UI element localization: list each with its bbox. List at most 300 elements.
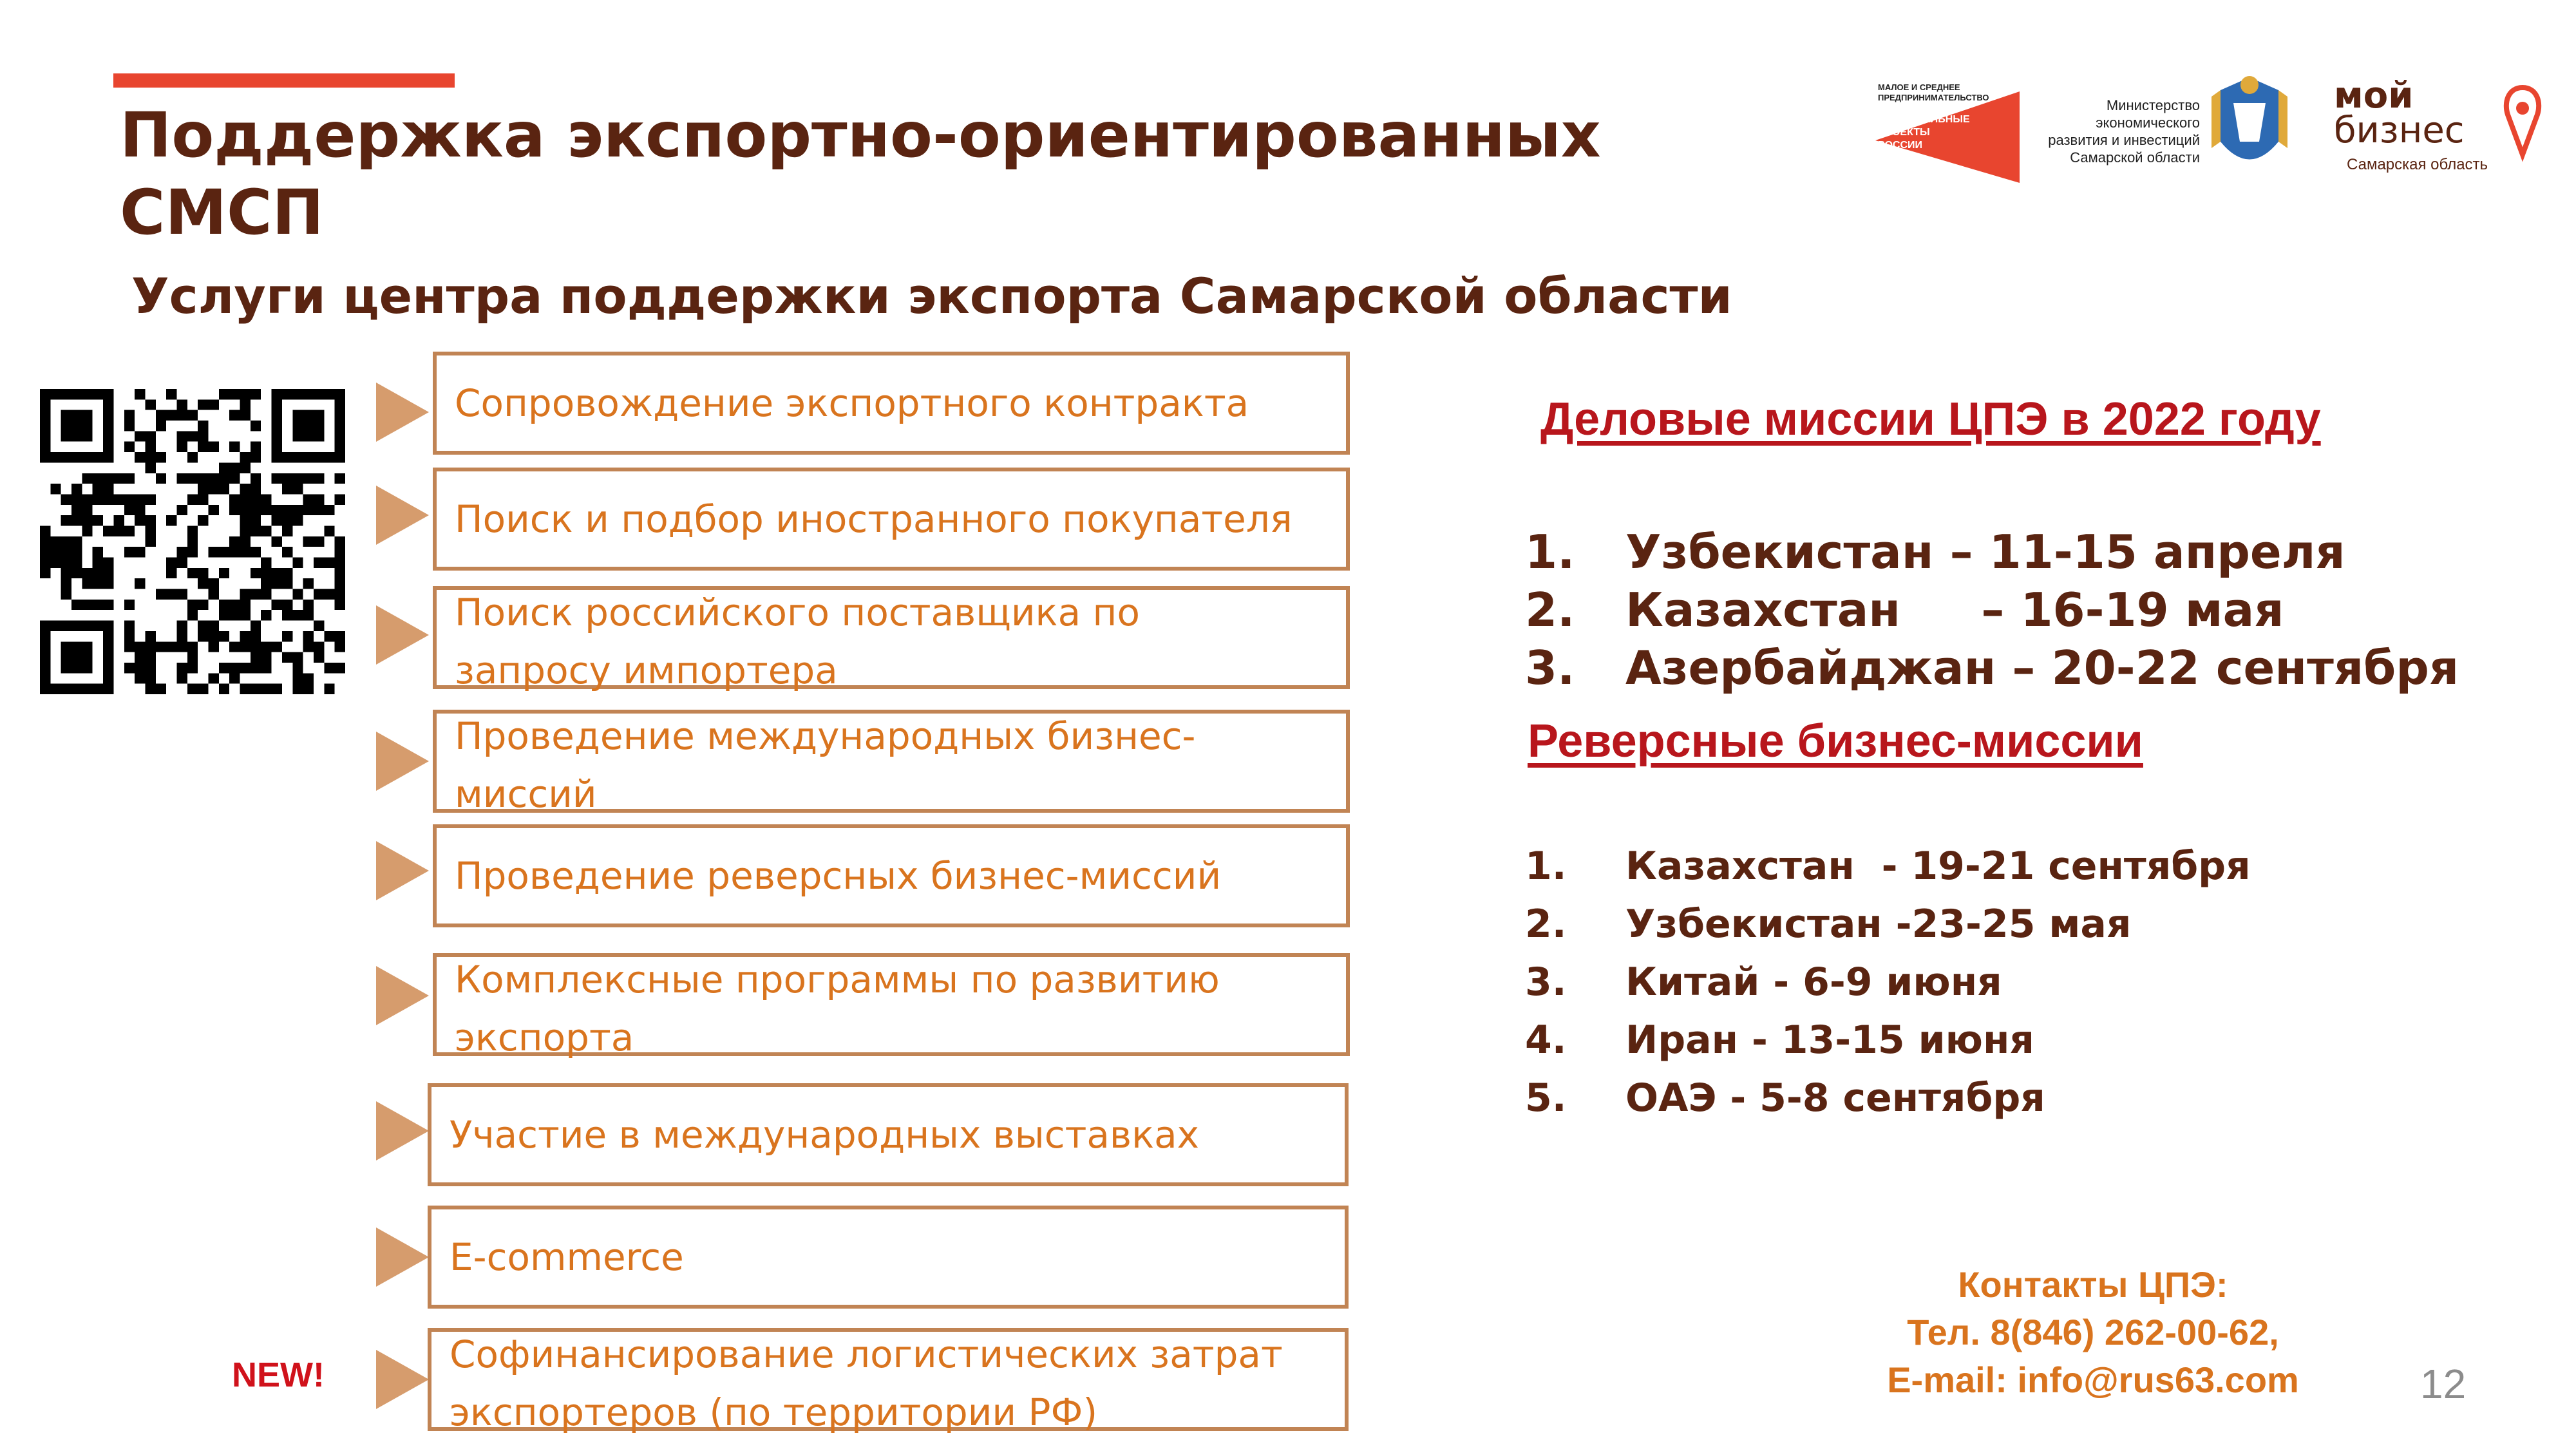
list-item: 4. Иран - 13-15 июня: [1525, 1018, 2034, 1063]
qr-module: [103, 578, 113, 589]
qr-module: [229, 641, 240, 652]
qr-module: [251, 494, 261, 504]
qr-module: [40, 673, 50, 683]
contacts-heading: Контакты ЦПЭ:: [1958, 1264, 2228, 1305]
qr-module: [229, 462, 240, 473]
qr-module: [61, 568, 71, 578]
qr-module: [71, 558, 82, 568]
qr-module: [103, 442, 113, 452]
service-exhibitions[interactable]: Участие в международных выставках: [428, 1083, 1349, 1186]
qr-module: [71, 652, 82, 663]
qr-module: [272, 505, 282, 515]
logo-line3: НАЦИОНАЛЬНЫЕ: [1878, 114, 1970, 125]
qr-module: [240, 410, 251, 421]
accent-bar: [113, 73, 455, 88]
qr-module: [145, 663, 155, 673]
list-item: 3. Китай - 6-9 июня: [1525, 960, 2002, 1005]
qr-module: [82, 505, 92, 515]
qr-module: [71, 389, 82, 399]
qr-module: [156, 589, 166, 600]
qr-module: [103, 389, 113, 399]
location-pin-icon: [2501, 84, 2544, 174]
qr-module: [209, 578, 219, 589]
qr-module: [240, 547, 251, 557]
arrow-icon: [376, 1350, 429, 1409]
qr-module: [187, 684, 198, 694]
qr-module: [61, 536, 71, 547]
qr-module: [303, 536, 314, 547]
qr-module: [314, 421, 324, 431]
logo-line2: ПРЕДПРИНИМАТЕЛЬСТВО: [1878, 93, 1989, 102]
service-logistics-cofinancing[interactable]: Софинансирование логистических затрат экспортеров (по территории РФ): [428, 1328, 1349, 1431]
qr-module: [335, 547, 345, 557]
qr-module: [303, 494, 314, 504]
qr-module: [176, 547, 187, 557]
qr-module: [272, 536, 282, 547]
qr-module: [40, 641, 50, 652]
qr-module: [282, 652, 292, 663]
qr-module: [261, 610, 271, 620]
qr-module: [187, 452, 198, 462]
contacts-email[interactable]: E-mail: info@rus63.com: [1887, 1359, 2299, 1400]
qr-module: [93, 621, 103, 631]
qr-module: [209, 673, 219, 683]
qr-module: [93, 558, 103, 568]
qr-module: [82, 421, 92, 431]
qr-module: [240, 631, 251, 641]
qr-module: [176, 663, 187, 673]
qr-module: [71, 410, 82, 421]
list-item: 5. ОАЭ - 5-8 сентября: [1525, 1075, 2045, 1121]
qr-module: [240, 452, 251, 462]
qr-module: [156, 473, 166, 484]
qr-module: [187, 663, 198, 673]
qr-module: [187, 431, 198, 441]
qr-module: [82, 431, 92, 441]
qr-module: [282, 473, 292, 484]
arrow-icon: [376, 486, 429, 545]
qr-module: [335, 410, 345, 421]
service-foreign-buyer[interactable]: Поиск и подбор иностранного покупателя: [433, 468, 1350, 571]
qr-module: [187, 526, 198, 536]
qr-module: [93, 494, 103, 504]
qr-module: [40, 410, 50, 421]
arrow-icon: [376, 966, 429, 1025]
qr-module: [176, 589, 187, 600]
qr-module: [282, 547, 292, 557]
page-number: 12: [2420, 1361, 2467, 1407]
qr-module: [335, 641, 345, 652]
qr-module: [251, 641, 261, 652]
qr-module: [314, 558, 324, 568]
qr-module: [219, 568, 229, 578]
qr-module: [229, 473, 240, 484]
moi-biznes-logo: мой бизнес Самарская область: [2334, 76, 2546, 185]
qr-module: [135, 494, 145, 504]
qr-module: [40, 421, 50, 431]
qr-module: [187, 473, 198, 484]
qr-module: [61, 684, 71, 694]
qr-module: [113, 515, 124, 526]
qr-module: [187, 600, 198, 610]
qr-module: [135, 641, 145, 652]
qr-module: [251, 515, 261, 526]
qr-module: [282, 600, 292, 610]
qr-module: [219, 389, 229, 399]
qr-module: [324, 589, 334, 600]
qr-module: [71, 421, 82, 431]
qr-module: [124, 526, 135, 536]
qr-module: [335, 494, 345, 504]
qr-module: [145, 652, 155, 663]
qr-module: [272, 389, 282, 399]
qr-module: [292, 389, 303, 399]
qr-module: [209, 442, 219, 452]
qr-module: [292, 589, 303, 600]
qr-module: [251, 621, 261, 631]
qr-module: [272, 641, 282, 652]
list-item: 2. Узбекистан -23-25 мая: [1525, 902, 2132, 947]
qr-module: [314, 473, 324, 484]
qr-module: [40, 684, 50, 694]
qr-module: [176, 631, 187, 641]
qr-module: [61, 515, 71, 526]
qr-module: [324, 389, 334, 399]
qr-module: [229, 389, 240, 399]
logo-line5: РОССИИ: [1878, 140, 1923, 151]
qr-module: [61, 547, 71, 557]
qr-module: [251, 526, 261, 536]
qr-module: [187, 652, 198, 663]
qr-module: [282, 515, 292, 526]
qr-module: [240, 526, 251, 536]
qr-module: [187, 547, 198, 557]
qr-module: [61, 578, 71, 589]
qr-module: [292, 452, 303, 462]
qr-module: [272, 515, 282, 526]
qr-module: [261, 494, 271, 504]
qr-module: [135, 505, 145, 515]
qr-module: [261, 641, 271, 652]
qr-module: [93, 684, 103, 694]
qr-module: [303, 452, 314, 462]
qr-module: [219, 631, 229, 641]
qr-module: [82, 494, 92, 504]
qr-module: [103, 484, 113, 494]
qr-module: [198, 515, 208, 526]
qr-module: [145, 673, 155, 683]
qr-module: [176, 673, 187, 683]
qr-module: [272, 431, 282, 441]
qr-module: [82, 452, 92, 462]
qr-module: [103, 663, 113, 673]
qr-module: [314, 621, 324, 631]
qr-module: [303, 578, 314, 589]
qr-module: [176, 558, 187, 568]
qr-module: [219, 547, 229, 557]
qr-module: [82, 526, 92, 536]
qr-module: [303, 684, 314, 694]
qr-module: [240, 399, 251, 410]
qr-module: [303, 673, 314, 683]
qr-module: [93, 578, 103, 589]
qr-module: [103, 641, 113, 652]
qr-module: [61, 558, 71, 568]
qr-module: [61, 421, 71, 431]
qr-module: [145, 684, 155, 694]
qr-module: [103, 652, 113, 663]
qr-module: [251, 663, 261, 673]
qr-module: [240, 641, 251, 652]
qr-module: [176, 473, 187, 484]
qr-module: [251, 442, 261, 452]
qr-module: [272, 421, 282, 431]
qr-module: [335, 452, 345, 462]
qr-module: [71, 431, 82, 441]
qr-module: [303, 641, 314, 652]
qr-module: [282, 631, 292, 641]
qr-code[interactable]: [40, 389, 345, 694]
qr-module: [82, 652, 92, 663]
qr-module: [314, 589, 324, 600]
qr-module: [166, 641, 176, 652]
qr-module: [324, 526, 334, 536]
qr-module: [303, 389, 314, 399]
qr-module: [187, 494, 198, 504]
qr-module: [40, 621, 50, 631]
qr-module: [303, 631, 314, 641]
qr-module: [71, 641, 82, 652]
qr-module: [324, 663, 334, 673]
qr-module: [303, 473, 314, 484]
qr-module: [103, 399, 113, 410]
qr-module: [124, 494, 135, 504]
qr-module: [251, 631, 261, 641]
qr-module: [240, 589, 251, 600]
service-reverse-missions[interactable]: Проведение реверсных бизнес-миссий: [433, 824, 1350, 927]
qr-module: [292, 484, 303, 494]
qr-module: [219, 663, 229, 673]
qr-module: [219, 684, 229, 694]
service-business-missions[interactable]: Проведение международных бизнес- миссий: [433, 710, 1350, 813]
qr-module: [103, 410, 113, 421]
qr-module: [303, 421, 314, 431]
qr-module: [135, 578, 145, 589]
qr-module: [40, 431, 50, 441]
qr-module: [103, 631, 113, 641]
qr-module: [187, 410, 198, 421]
qr-module: [292, 652, 303, 663]
qr-module: [124, 442, 135, 452]
qr-module: [198, 473, 208, 484]
qr-module: [71, 484, 82, 494]
qr-module: [93, 452, 103, 462]
qr-module: [251, 547, 261, 557]
qr-module: [261, 589, 271, 600]
qr-module: [82, 600, 92, 610]
qr-module: [292, 663, 303, 673]
qr-module: [156, 410, 166, 421]
qr-module: [103, 452, 113, 462]
qr-module: [40, 558, 50, 568]
qr-module: [82, 578, 92, 589]
qr-module: [166, 558, 176, 568]
qr-module: [82, 515, 92, 526]
qr-module: [240, 515, 251, 526]
qr-module: [251, 484, 261, 494]
qr-module: [251, 568, 261, 578]
qr-module: [61, 389, 71, 399]
qr-module: [335, 442, 345, 452]
logo-line1: МАЛОЕ И СРЕДНЕЕ: [1878, 82, 1960, 92]
qr-module: [50, 547, 61, 557]
qr-module: [135, 673, 145, 683]
qr-module: [282, 389, 292, 399]
qr-module: [229, 442, 240, 452]
qr-module: [82, 410, 92, 421]
qr-module: [50, 536, 61, 547]
qr-module: [50, 484, 61, 494]
qr-module: [292, 673, 303, 683]
qr-module: [156, 421, 166, 431]
qr-module: [135, 389, 145, 399]
qr-module: [272, 399, 282, 410]
qr-module: [135, 515, 145, 526]
contacts-block: [1855, 1261, 2331, 1404]
qr-module: [50, 558, 61, 568]
qr-module: [240, 663, 251, 673]
qr-module: [229, 673, 240, 683]
qr-module: [82, 473, 92, 484]
qr-module: [209, 621, 219, 631]
arrow-icon: [376, 732, 429, 791]
qr-module: [324, 631, 334, 641]
qr-module: [103, 526, 113, 536]
qr-module: [82, 568, 92, 578]
qr-module: [292, 558, 303, 568]
arrow-icon: [376, 383, 429, 442]
qr-module: [229, 547, 240, 557]
qr-module: [40, 452, 50, 462]
qr-module: [176, 431, 187, 441]
qr-module: [113, 473, 124, 484]
qr-module: [82, 684, 92, 694]
arrow-icon: [376, 1227, 429, 1287]
qr-module: [156, 684, 166, 694]
qr-module: [240, 610, 251, 620]
qr-module: [335, 589, 345, 600]
qr-module: [40, 663, 50, 673]
qr-module: [103, 568, 113, 578]
qr-module: [82, 663, 92, 673]
qr-module: [50, 684, 61, 694]
qr-module: [82, 389, 92, 399]
qr-module: [209, 473, 219, 484]
contacts-phone: Тел. 8(846) 262-00-62,: [1907, 1312, 2279, 1352]
service-russian-supplier[interactable]: Поиск российского поставщика по запросу импортера: [433, 586, 1350, 689]
qr-module: [261, 558, 271, 568]
qr-module: [251, 589, 261, 600]
qr-module: [61, 663, 71, 673]
qr-module: [209, 589, 219, 600]
qr-module: [229, 610, 240, 620]
qr-module: [71, 684, 82, 694]
qr-module: [272, 684, 282, 694]
qr-module: [335, 431, 345, 441]
qr-module: [135, 547, 145, 557]
missions-list: [1525, 523, 2459, 697]
qr-module: [50, 621, 61, 631]
qr-module: [219, 484, 229, 494]
qr-module: [335, 473, 345, 484]
qr-module: [240, 536, 251, 547]
qr-module: [176, 399, 187, 410]
qr-module: [324, 452, 334, 462]
qr-module: [251, 684, 261, 694]
qr-module: [176, 505, 187, 515]
qr-module: [82, 641, 92, 652]
qr-module: [50, 389, 61, 399]
qr-module: [303, 505, 314, 515]
qr-module: [61, 452, 71, 462]
qr-module: [324, 505, 334, 515]
qr-module: [40, 526, 50, 536]
qr-module: [166, 568, 176, 578]
qr-module: [292, 421, 303, 431]
qr-module: [187, 536, 198, 547]
qr-module: [135, 663, 145, 673]
qr-module: [187, 641, 198, 652]
qr-module: [176, 641, 187, 652]
service-export-contract[interactable]: Сопровождение экспортного контракта: [433, 352, 1350, 455]
qr-module: [229, 505, 240, 515]
qr-module: [61, 589, 71, 600]
qr-module: [40, 442, 50, 452]
qr-module: [40, 399, 50, 410]
qr-module: [61, 410, 71, 421]
qr-module: [71, 505, 82, 515]
qr-module: [40, 547, 50, 557]
qr-module: [292, 505, 303, 515]
qr-module: [145, 515, 155, 526]
qr-module: [93, 568, 103, 578]
qr-module: [187, 568, 198, 578]
qr-module: [209, 631, 219, 641]
qr-module: [335, 568, 345, 578]
qr-module: [314, 410, 324, 421]
qr-module: [209, 505, 219, 515]
list-item: 1. Узбекистан – 11-15 апреля: [1525, 525, 2345, 579]
qr-module: [198, 568, 208, 578]
qr-module: [103, 600, 113, 610]
qr-module: [282, 568, 292, 578]
new-badge: NEW!: [232, 1356, 325, 1394]
list-item: 3. Азербайджан – 20-22 сентября: [1525, 641, 2459, 695]
qr-module: [261, 652, 271, 663]
qr-module: [219, 600, 229, 610]
service-complex-programs[interactable]: Комплексные программы по развитию экспорта: [433, 953, 1350, 1056]
qr-module: [314, 389, 324, 399]
qr-module: [124, 410, 135, 421]
qr-module: [292, 431, 303, 441]
qr-module: [240, 484, 251, 494]
qr-module: [93, 515, 103, 526]
qr-module: [71, 568, 82, 578]
qr-module: [282, 452, 292, 462]
list-item: 1. Казахстан - 19-21 сентября: [1525, 844, 2251, 889]
service-ecommerce[interactable]: E-commerce: [428, 1206, 1349, 1309]
qr-module: [71, 494, 82, 504]
